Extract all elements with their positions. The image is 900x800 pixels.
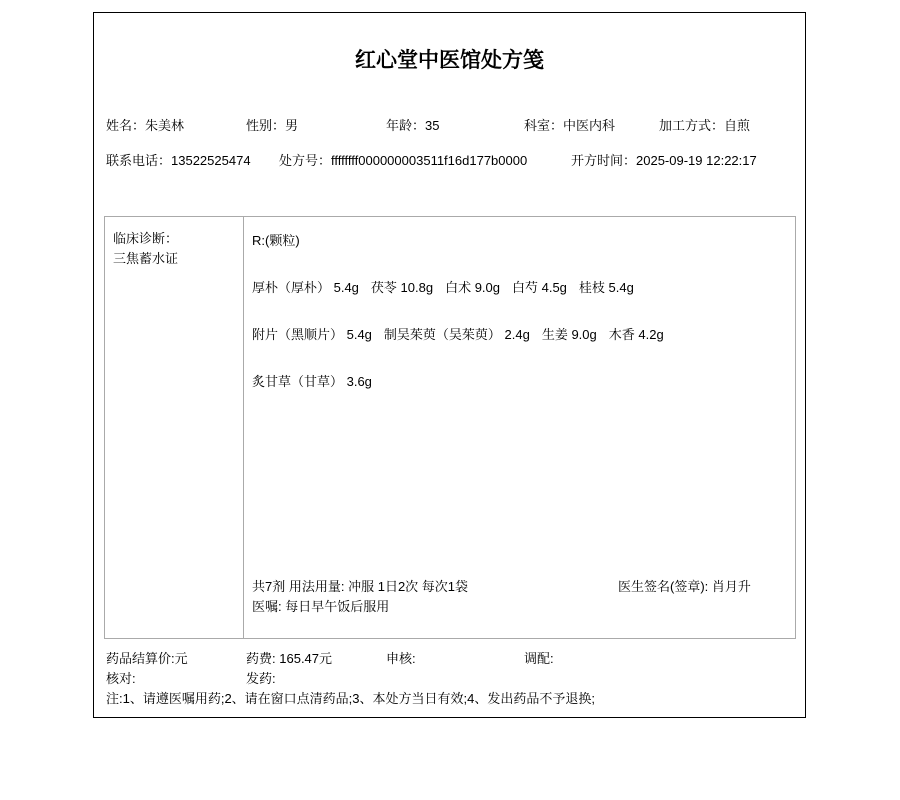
diagnosis-label: 临床诊断： <box>113 231 179 246</box>
dispense-label: 调配: <box>524 651 554 666</box>
herb-item: 茯苓 10.8g <box>370 280 434 295</box>
rx-header: R:(颗粒) <box>252 233 300 248</box>
doctor-signature-value: 肖月升 <box>711 579 751 594</box>
herb-item: 桂枝 5.4g <box>578 280 634 295</box>
rx-number-label: 处方号： <box>279 153 332 168</box>
review-field <box>386 649 524 669</box>
patient-name-label: 姓名： <box>106 118 146 133</box>
herb-lines <box>244 278 795 392</box>
patient-gender-field <box>246 115 386 134</box>
doctor-order-label: 医嘱: <box>252 599 282 614</box>
usage-label: 用法用量: <box>288 579 345 594</box>
issue-label: 发药: <box>246 671 276 686</box>
fee-value: 165.47元 <box>279 651 333 666</box>
patient-age-label: 年龄： <box>386 118 426 133</box>
doctor-signature <box>618 577 751 597</box>
herb-line <box>252 325 795 345</box>
dose-count: 共7剂 <box>252 579 286 594</box>
check-field <box>106 669 246 689</box>
patient-name-value: 朱美林 <box>145 118 185 133</box>
issue-time-label: 开方时间： <box>571 153 637 168</box>
settle-price-label: 药品结算价: <box>106 651 175 666</box>
herb-item: 厚朴（厚朴） 5.4g <box>252 280 359 295</box>
patient-name-field <box>106 115 246 134</box>
diagnosis-cell <box>105 217 244 638</box>
doctor-order-line <box>252 597 468 617</box>
usage-note: 注:1、请遵医嘱用药;2、请在窗口点清药品;3、本处方当日有效;4、发出药品不予退换; <box>106 691 595 706</box>
doctor-signature-label: 医生签名(签章): <box>618 579 709 594</box>
settle-price-value: 元 <box>174 651 188 666</box>
rx-number-value: ffffffff000000003511f16d177b0000 <box>331 153 528 168</box>
phone-label: 联系电话： <box>106 153 172 168</box>
herb-item: 白术 9.0g <box>445 280 500 295</box>
patient-gender-value: 男 <box>285 118 299 133</box>
prescription-sheet <box>93 12 806 718</box>
process-method-field <box>659 115 750 134</box>
check-label: 核对: <box>106 671 136 686</box>
dispense-field <box>524 649 554 669</box>
herb-item: 附片（黑顺片） 5.4g <box>252 327 372 342</box>
issue-time-value: 2025-09-19 12:22:17 <box>636 153 757 168</box>
footer-row-1 <box>106 649 797 669</box>
herb-item: 白芍 4.5g <box>512 280 567 295</box>
herb-item: 生姜 9.0g <box>541 327 597 342</box>
doctor-order-value: 每日早午饭后服用 <box>285 599 390 614</box>
herb-item: 炙甘草（甘草） 3.6g <box>252 374 372 389</box>
patient-gender-label: 性别： <box>246 118 286 133</box>
footer-row-2 <box>106 669 797 689</box>
footer-section <box>106 649 797 709</box>
herb-item: 木香 4.2g <box>608 327 664 342</box>
fee-field <box>246 649 386 669</box>
issue-field <box>246 669 276 689</box>
phone-value: 13522525474 <box>171 153 251 168</box>
patient-age-field <box>386 115 524 134</box>
usage-value: 冲服 1日2次 每次1袋 <box>348 579 469 594</box>
diagnosis-value: 三焦蓄水证 <box>113 251 179 266</box>
rx-number-field <box>279 150 571 169</box>
phone-field <box>106 150 279 169</box>
usage-line <box>252 577 468 597</box>
department-value: 中医内科 <box>563 118 616 133</box>
review-label: 申核: <box>386 651 416 666</box>
usage-block <box>252 577 468 617</box>
prescription-box <box>104 216 796 639</box>
prescription-cell <box>244 217 795 638</box>
herb-line <box>252 372 795 392</box>
herb-line <box>252 278 795 298</box>
herb-item: 制吴茱萸（吴茱萸） 2.4g <box>383 327 530 342</box>
process-method-value: 自煎 <box>724 118 751 133</box>
page-title: 红心堂中医馆处方笺 <box>355 49 544 72</box>
patient-info-row-1 <box>106 115 797 134</box>
patient-age-value: 35 <box>425 118 440 133</box>
issue-time-field <box>571 150 757 169</box>
patient-info-row-2 <box>106 150 797 169</box>
settle-price-field <box>106 649 246 669</box>
department-field <box>524 115 659 134</box>
department-label: 科室： <box>524 118 564 133</box>
fee-label: 药费: <box>246 651 276 666</box>
process-method-label: 加工方式： <box>659 118 725 133</box>
